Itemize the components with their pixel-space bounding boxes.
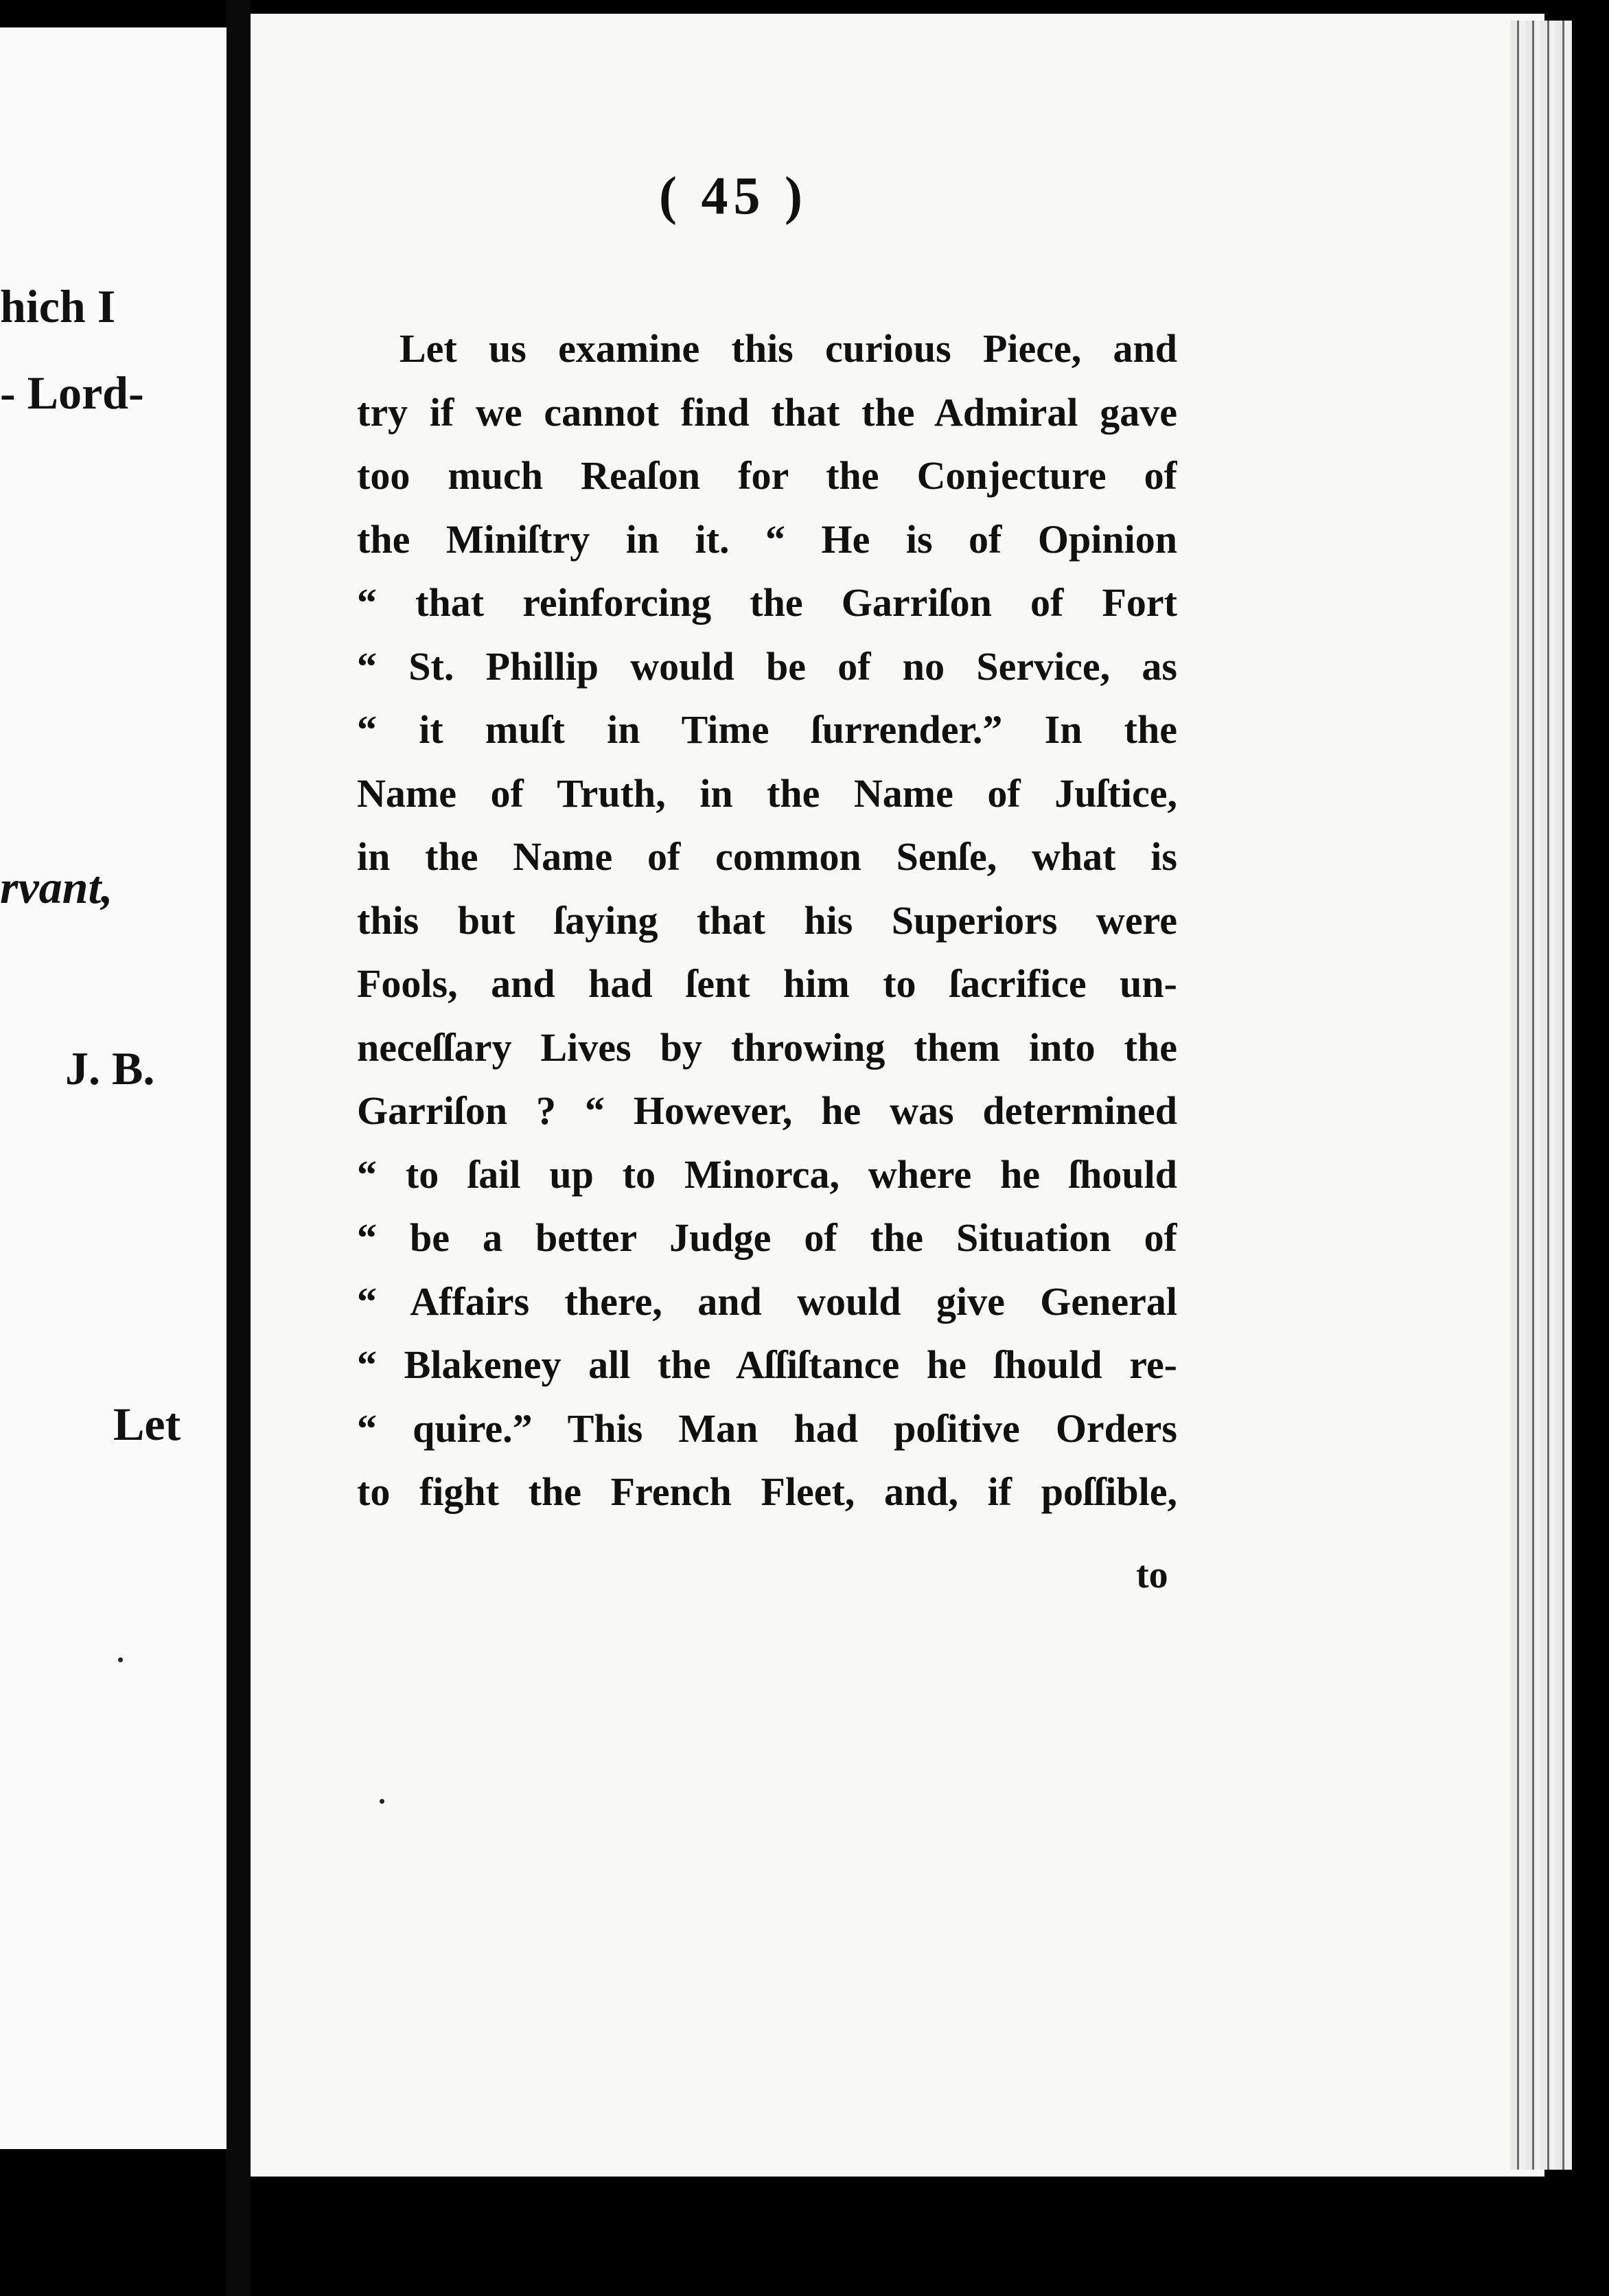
text-line-5: “ that reinforcing the Garriſon of Fort [357, 580, 1177, 625]
left-fragment-3: rvant, [0, 861, 113, 913]
text-line-19: to fight the French Fleet, and, if poſſible, [357, 1469, 1177, 1514]
left-fragment-1: hich I [0, 280, 116, 332]
text-line-18: “ quire.” This Man had poſitive Orders [357, 1405, 1177, 1451]
text-line-13: Garriſon ? “ However, he was determined [357, 1088, 1177, 1133]
text-line-1: Let us examine this curious Piece, and [400, 326, 1177, 371]
text-line-6: “ St. Phillip would be of no Service, as [357, 643, 1177, 689]
text-line-14: “ to ſail up to Minorca, where he ſhould [357, 1151, 1177, 1197]
text-line-17: “ Blakeney all the Aſſiſtance he ſhould re- [357, 1342, 1177, 1387]
body-text [357, 317, 1177, 1524]
ink-speck [118, 1657, 123, 1662]
text-line-11: Fools, and had ſent him to ſacrifice un- [357, 961, 1177, 1006]
page-number: ( 45 ) [659, 165, 808, 225]
book-gutter [227, 0, 251, 2296]
text-line-7: “ it muſt in Time ſurrender.” In the [357, 707, 1177, 752]
text-line-12: neceſſary Lives by throwing them into the [357, 1024, 1177, 1070]
text-line-10: this but ſaying that his Superiors were [357, 897, 1177, 943]
left-fragment-4: J. B. [65, 1042, 155, 1094]
catchword: to [1136, 1554, 1168, 1596]
text-line-15: “ be a better Judge of the Situation of [357, 1215, 1177, 1260]
ink-speck [380, 1799, 384, 1804]
text-line-16: “ Affairs there, and would give General [357, 1278, 1177, 1324]
left-fragment-5: Let [113, 1398, 181, 1450]
text-line-8: Name of Truth, in the Name of Juſtice, [357, 770, 1177, 816]
text-line-4: the Miniſtry in it. “ He is of Opinion [357, 516, 1177, 562]
page-edges [1510, 21, 1572, 2170]
text-line-3: too much Reaſon for the Conjecture of [357, 453, 1177, 498]
text-line-9: in the Name of common Senſe, what is [357, 834, 1177, 879]
text-line-2: try if we cannot find that the Admiral gave [357, 389, 1177, 435]
left-fragment-2: - Lord- [0, 367, 144, 419]
